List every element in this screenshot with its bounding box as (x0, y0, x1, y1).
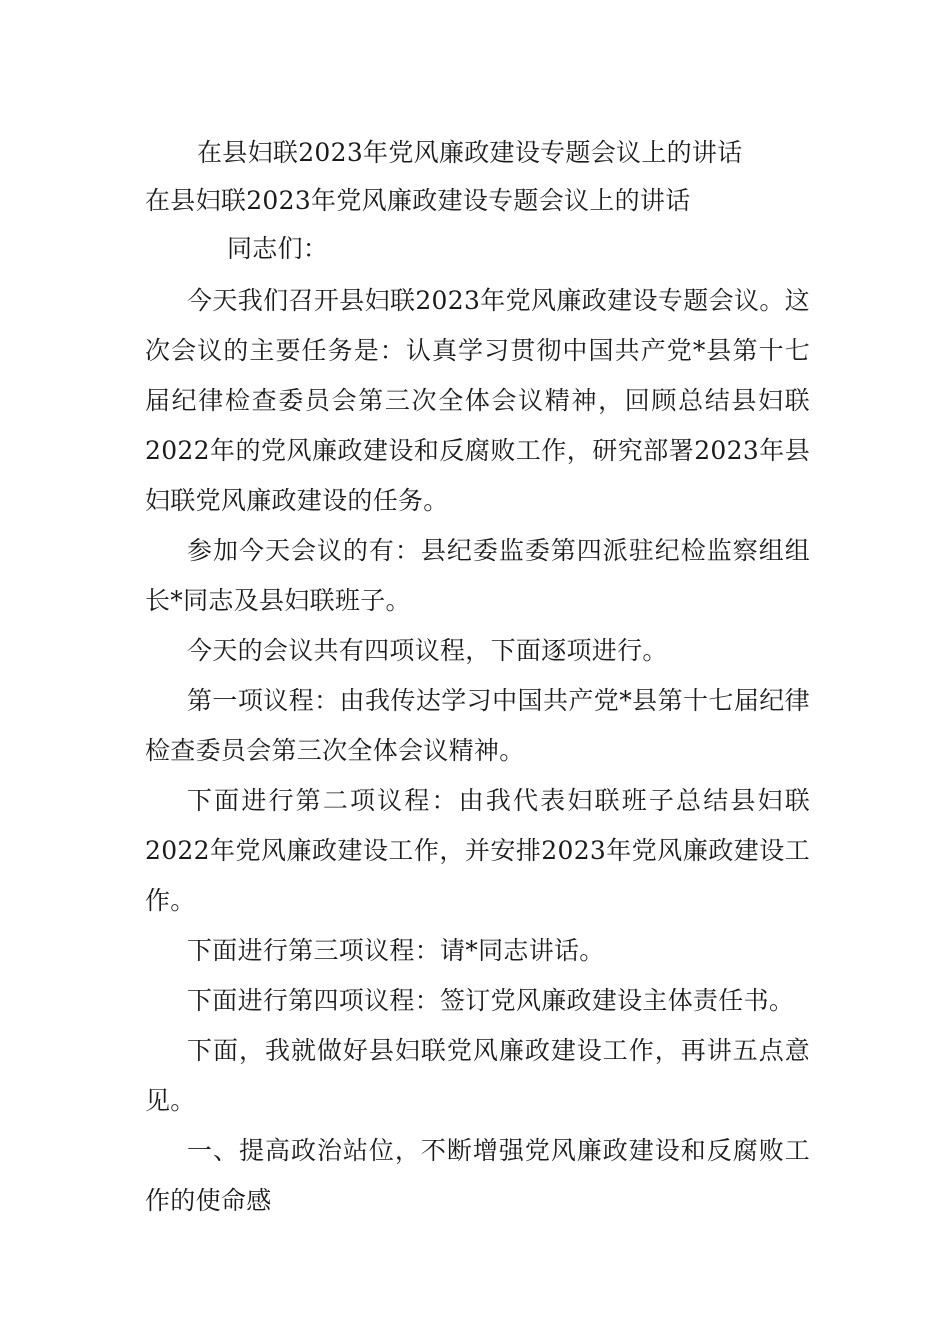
paragraph-five-points-intro: 下面，我就做好县妇联党风廉政建设工作，再讲五点意见。 (145, 1036, 810, 1115)
section-heading-1: 一、提高政治站位，不断增强党风廉政建设和反腐败工作的使命感 (145, 1136, 810, 1215)
document-body (145, 128, 810, 1226)
paragraph-agenda-item-1: 第一项议程：由我传达学习中国共产党*县第十七届纪律检查委员会第三次全体会议精神。 (145, 686, 810, 765)
document-title-repeat: 在县妇联2023年党风廉政建设专题会议上的讲话 (145, 186, 691, 215)
paragraph-agenda-item-4: 下面进行第四项议程：签订党风廉政建设主体责任书。 (187, 986, 795, 1015)
paragraph-agenda-intro: 今天的会议共有四项议程，下面逐项进行。 (187, 636, 668, 665)
document-title: 在县妇联2023年党风廉政建设专题会议上的讲话 (197, 138, 743, 167)
paragraph-meeting-purpose: 今天我们召开县妇联2023年党风廉政建设专题会议。这次会议的主要任务是：认真学习贯彻中国共产党*县第十七届纪律检查委员会第三次全体会议精神，回顾总结县妇联2022年的党风廉政建设和反腐败工作，研究部署2023年县妇联党风廉政建设的任务。 (145, 286, 810, 515)
paragraph-agenda-item-2: 下面进行第二项议程：由我代表妇联班子总结县妇联2022年党风廉政建设工作，并安排2023年党风廉政建设工作。 (145, 786, 810, 915)
paragraph-attendees: 参加今天会议的有：县纪委监委第四派驻纪检监察组组长*同志及县妇联班子。 (145, 536, 810, 615)
paragraph-agenda-item-3: 下面进行第三项议程：请*同志讲话。 (187, 936, 605, 965)
greeting: 同志们： (227, 234, 329, 263)
